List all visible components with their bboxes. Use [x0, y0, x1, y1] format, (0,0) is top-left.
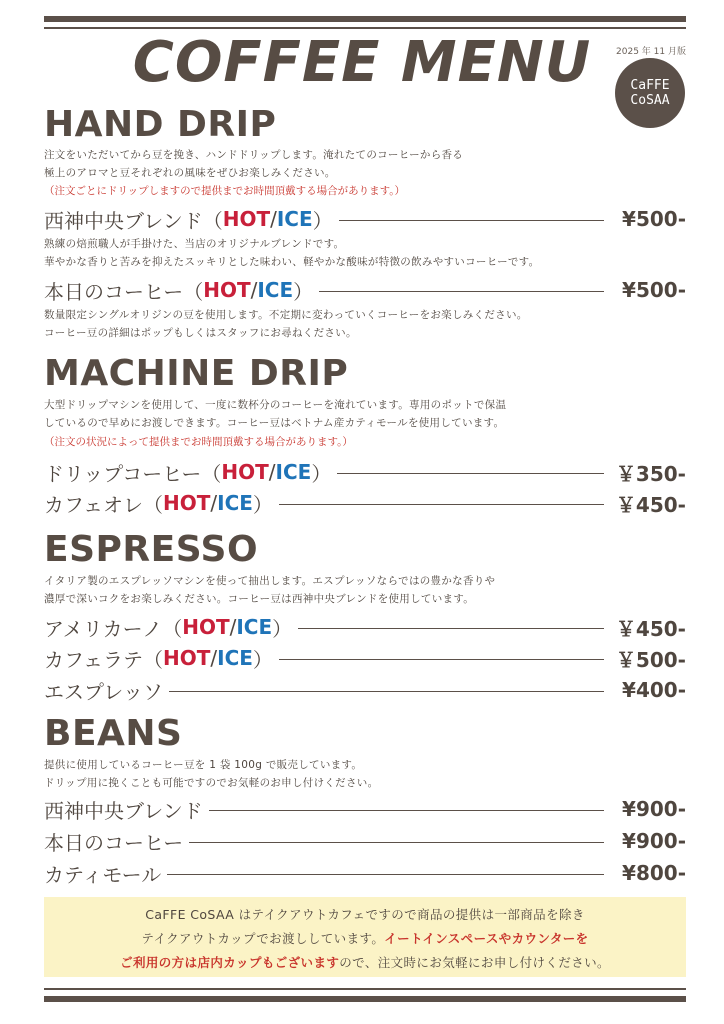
section-heading-machine-drip: MACHINE DRIP	[44, 353, 349, 394]
seishin-blend-description	[44, 236, 539, 271]
desc-line: コーヒー豆の詳細はポップもしくはスタッフにお尋ねください。	[44, 326, 357, 339]
bottom-rule-thin	[44, 988, 686, 990]
ice-label: ICE	[275, 460, 312, 484]
item-price: ¥400-	[622, 678, 686, 702]
item-name: 西神中央ブレンド	[44, 798, 203, 823]
top-rule-thin	[44, 27, 686, 29]
bottom-rule-thick	[44, 996, 686, 1002]
hot-label: HOT	[203, 278, 251, 302]
takeout-notice	[44, 897, 686, 977]
hot-label: HOT	[221, 460, 269, 484]
notice-line-2	[44, 927, 686, 951]
cafe-logo	[615, 58, 685, 128]
desc-line: 華やかな香りと苦みを抑えたスッキリとした味わい、軽やかな酸味が特徴の飲みやすいコーヒーです。	[44, 255, 540, 268]
item-price: ¥900-	[622, 829, 686, 853]
paren: （	[143, 647, 163, 672]
item-name: 本日のコーヒー	[44, 830, 184, 855]
slash: /	[210, 646, 218, 670]
menu-item-drip-coffee	[44, 459, 686, 485]
top-rule-thick	[44, 16, 686, 22]
desc-line: 提供に使用しているコーヒー豆を 1 袋 100g で販売しています。	[44, 759, 363, 771]
hand-drip-warning: （注文ごとにドリップしますので提供までお時間頂戴する場合があります。）	[44, 185, 405, 197]
hand-drip-description	[44, 147, 463, 182]
menu-item-coffee-of-the-day	[44, 277, 686, 303]
item-price: ¥900-	[622, 797, 686, 821]
leader-line	[279, 659, 604, 660]
item-name: 本日のコーヒー	[44, 279, 184, 304]
desc-line: しているので早めにお渡しできます。コーヒー豆はベトナム産カティモールを使用しています。	[44, 416, 505, 429]
leader-line	[319, 291, 604, 292]
edition-label: 2025 年 11 月版	[616, 47, 686, 57]
hot-label: HOT	[182, 615, 230, 639]
slash: /	[229, 615, 237, 639]
item-price: ￥350-	[615, 461, 686, 486]
notice-text: テイクアウトカップでお渡ししています。	[141, 931, 385, 946]
item-name: カティモール	[44, 862, 162, 887]
slash: /	[210, 491, 218, 515]
slash: /	[250, 278, 258, 302]
paren: （	[201, 461, 222, 486]
paren: ）	[293, 279, 314, 304]
paren: （	[202, 208, 223, 233]
logo-line-1: CaFFE	[630, 78, 670, 93]
leader-line	[298, 628, 604, 629]
paren: （	[162, 616, 183, 641]
ice-label: ICE	[276, 207, 313, 231]
section-heading-beans: BEANS	[44, 713, 183, 754]
desc-line: 熟練の焙煎職人が手掛けた、当店のオリジナルブレンドです。	[44, 238, 345, 250]
menu-item-americano	[44, 614, 686, 640]
ice-label: ICE	[257, 278, 294, 302]
item-price: ￥500-	[615, 647, 686, 672]
paren: ）	[252, 492, 273, 517]
page-title: COFFEE MENU	[132, 30, 592, 95]
paren: ）	[272, 616, 293, 641]
paren: （	[143, 492, 163, 517]
item-name: カフェラテ	[44, 647, 143, 672]
logo-line-2: CoSAA	[630, 93, 670, 108]
notice-highlight: イートインスペースやカウンターを	[384, 931, 589, 946]
item-name: ドリップコーヒー	[44, 461, 202, 486]
machine-drip-warning: （注文の状況によって提供までお時間頂戴する場合があります。）	[44, 436, 353, 448]
notice-line-1: CaFFE CoSAA はテイクアウトカフェですので商品の提供は一部商品を除き	[145, 907, 585, 922]
section-heading-espresso: ESPRESSO	[44, 529, 259, 570]
desc-line: ドリップ用に挽くことも可能ですのでお気軽のお申し付けください。	[44, 776, 379, 789]
leader-line	[209, 810, 604, 811]
machine-drip-description	[44, 397, 506, 432]
leader-line	[189, 842, 604, 843]
coffee-of-the-day-description	[44, 307, 528, 342]
hot-label: HOT	[163, 491, 211, 515]
slash: /	[270, 207, 277, 231]
menu-item-seishin-blend	[44, 206, 686, 232]
notice-line-3	[44, 951, 686, 975]
hot-label: HOT	[222, 207, 271, 231]
item-price: ￥450-	[615, 616, 686, 641]
ice-label: ICE	[217, 646, 253, 670]
desc-line: 数量限定シングルオリジンの豆を使用します。不定期に変わっていくコーヒーをお楽しみください。	[44, 309, 528, 321]
notice-highlight: ご利用の方は店内カップもございます	[120, 955, 340, 970]
menu-item-cafe-au-lait	[44, 490, 686, 516]
desc-line: 濃厚で深いコクをお楽しみください。コーヒー豆は西神中央ブレンドを使用しています。	[44, 592, 475, 605]
paren: ）	[252, 647, 273, 672]
item-name: 西神中央ブレンド	[44, 208, 203, 233]
menu-item-beans-catimor	[44, 860, 686, 886]
item-price: ¥800-	[622, 861, 686, 885]
ice-label: ICE	[217, 491, 253, 515]
hand-drip-desc-line-1: 注文をいただいてから豆を挽き、ハンドドリップします。淹れたてのコーヒーから香る	[44, 149, 464, 161]
paren: ）	[311, 461, 332, 486]
notice-text: ので、注文時にお気軽にお申し付けください。	[339, 955, 610, 970]
hand-drip-desc-line-2: 極上のアロマと豆それぞれの風味をぜひお楽しみください。	[44, 166, 336, 179]
item-name: アメリカーノ	[44, 616, 163, 641]
item-price: ¥500-	[622, 207, 686, 231]
leader-line	[339, 220, 604, 221]
item-price: ￥450-	[615, 492, 686, 517]
leader-line	[167, 874, 604, 875]
menu-item-espresso	[44, 677, 686, 703]
leader-line	[279, 504, 604, 505]
desc-line: イタリア製のエスプレッソマシンを使って抽出します。エスプレッソならではの豊かな香りや	[44, 575, 496, 587]
item-name: カフェオレ	[44, 492, 143, 517]
item-name: エスプレッソ	[44, 679, 163, 704]
leader-line	[337, 473, 604, 474]
menu-item-beans-seishin-blend	[44, 796, 686, 822]
beans-description	[44, 757, 378, 792]
slash: /	[268, 460, 276, 484]
paren: （	[183, 279, 204, 304]
section-heading-hand-drip: HAND DRIP	[44, 104, 277, 145]
menu-item-cafe-latte	[44, 645, 686, 671]
paren: ）	[312, 208, 333, 233]
desc-line: 大型ドリップマシンを使用して、一度に数杯分のコーヒーを淹れています。専用のポットで保温	[44, 399, 507, 411]
menu-item-beans-coffee-of-the-day	[44, 828, 686, 854]
espresso-description	[44, 573, 495, 608]
item-price: ¥500-	[622, 278, 686, 302]
leader-line	[169, 691, 604, 692]
hot-label: HOT	[163, 646, 211, 670]
ice-label: ICE	[236, 615, 273, 639]
